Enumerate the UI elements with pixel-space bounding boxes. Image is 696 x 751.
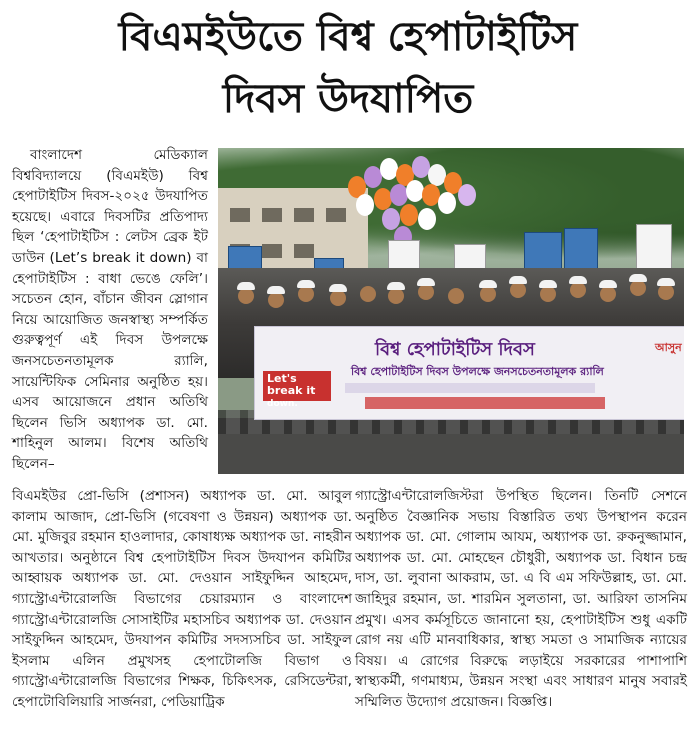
- rally-photo: [218, 148, 684, 474]
- article-column-right: [355, 486, 687, 713]
- article-column-left-bottom: [12, 486, 352, 713]
- banner-strip: [345, 383, 595, 393]
- headline-line-2: দিবস উদযাপিত: [222, 76, 474, 122]
- banner-date-strip: [365, 397, 605, 409]
- break-it-down-logo: Let's break it down.: [263, 371, 331, 401]
- article-paragraph-3: গ্যাস্ট্রোএন্টারোলজিস্টরা উপস্থিত ছিলেন। তিনটি সেশনে অনুষ্ঠিত বৈজ্ঞানিক সভায় বিস্তারিত তথ্য উপস্থাপন করেন অধ্যাপক ডা. মো. গোলাম আযম, অধ্যাপক ডা. রুকনুজ্জামান, অধ্যাপক ডা. মো. মোহছেন চৌধুরী, অধ্যাপক ডা. বিধান চন্দ্র দাস, ডা. লুবানা আকরাম, ডা. এ বি এম সফিউল্লাহ, ডা. মো. জাহিদুর রহমান, ডা. শারমিন সুলতানা, ডা. আরিফা তাসনিম প্রমুখ। এসব কর্মসূচিতে জানানো হয়, হেপাটাইটিস শুধু একটি রোগ নয় এটি মানবাধিকার, স্বাস্থ্য সমতা ও সামাজিক ন্যায়ের বিষয়। এ রোগের বিরুদ্ধে লড়াইয়ে সরকারের পাশাপাশি স্বাস্থ্যকর্মী, গণমাধ্যম, উন্নয়ন সংস্থা এবং সাধারণ মানুষ সবারই সম্মিলিত উদ্যোগ প্রয়োজন। বিজ্ঞপ্তি।: [355, 488, 687, 710]
- headline-line-1: বিএমইউতে বিশ্ব হেপাটাইটিস: [118, 14, 578, 60]
- banner-right-text: আসুন: [655, 341, 682, 354]
- banner-title: বিশ্ব হেপাটাইটিস দিবস: [375, 339, 535, 360]
- rally-banner: [254, 326, 684, 420]
- article-paragraph-1: বাংলাদেশ মেডিক্যাল বিশ্ববিদ্যালয়ে (বিএমইউ) বিশ্ব হেপাটাইটিস দিবস-২০২৫ উদযাপিত হয়েছে। এবারে দিবসটির প্রতিপাদ্য ছিল ‘হেপাটাইটিস : লেটস ব্রেক ইট ডাউন (Let’s break it down) বা হেপাটাইটিস : বাধা ভেঙে ফেলি’। সচেতন হোন, বাঁচান জীবন স্লোগান নিয়ে আয়োজিত জনস্বাস্থ্য সম্পর্কিত গুরুত্বপূর্ণ এই দিবস উপলক্ষে জনসচেতনতামূলক র‍্যালি, সায়েন্টিফিক সেমিনার অনুষ্ঠিত হয়। এসব আয়োজনে প্রধান অতিথি ছিলেন ভিসি অধ্যাপক ডা. মো. শাহিনুল আলম। বিশেষ অতিথি ছিলেন–: [12, 147, 208, 472]
- headline: [0, 6, 696, 130]
- article-paragraph-2: বিএমইউর প্রো-ভিসি (প্রশাসন) অধ্যাপক ডা. মো. আবুল কালাম আজাদ, প্রো-ভিসি (গবেষণা ও উন্নয়ন) অধ্যাপক ডা. মো. মুজিবুর রহমান হাওলাদার, কোষাধ্যক্ষ অধ্যাপক ডা. নাহরীন আখতার। অনুষ্ঠানে বিশ্ব হেপাটাইটিস দিবস উদযাপন কমিটির আহ্বায়ক অধ্যাপক ডা. মো. দেওয়ান সাইফুদ্দিন আহমেদ, গ্যাস্ট্রোএন্টারোলজি বিভাগের চেয়ারম্যান ও বাংলাদেশ গ্যাস্ট্রোএন্টারোলজি সোসাইটির মহাসচিব অধ্যাপক ডা. দেওয়ান সাইফুদ্দিন আহমেদ, উদযাপন কমিটির সদস্যসচিব ডা. সাইফুল ইসলাম এলিন প্রমুখসহ হেপাটোলজি বিভাগ ও গ্যাস্ট্রোএন্টারোলজি বিভাগের শিক্ষক, চিকিৎসক, রেসিডেন্টরা, হেপাটোবিলিয়ারি সার্জনরা, পেডিয়াট্রিক: [12, 488, 352, 710]
- banner-subtitle: বিশ্ব হেপাটাইটিস দিবস উপলক্ষে জনসচেতনতামূলক র‍্যালি: [351, 365, 604, 378]
- article-column-left-top: [12, 145, 208, 475]
